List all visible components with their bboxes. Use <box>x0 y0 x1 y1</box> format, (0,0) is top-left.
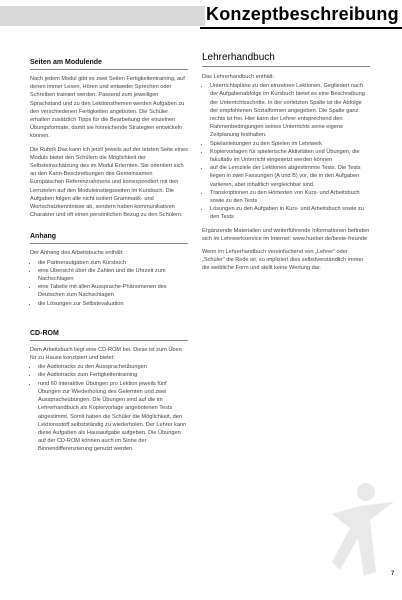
lehrerhandbuch-list <box>202 82 370 221</box>
paragraph: Die Rubrik Das kann ich jetzt! jeweils auf der letzten Seite eines Moduls bietet den Schülern die Möglichkeit der Selbsteinschätzung des im Modul Erlernten. Sie orientiert sich an den Kann-Beschreibungen des Gemeinsamen Europäischen Referenzrahmens und korrespondiert mit den Lernzielen auf den Moduleinstiegsseiten im Kursbuch. Die Aufgaben folgen alle nicht isoliert Grammatik- und Wortschatzkenntnisse ab, sondern haben kommunikativen Charakter und oft einen persönlichen Bezug zu den Schülern. <box>30 146 188 219</box>
cdrom-list <box>30 363 188 453</box>
right-column <box>202 52 370 278</box>
section-heading-cdrom: CD-ROM <box>30 329 59 337</box>
logo-head <box>357 483 375 501</box>
paragraph: Das Lehrerhandbuch enthält: <box>202 74 275 80</box>
header-rule <box>200 27 402 29</box>
header-bar <box>0 0 402 26</box>
list-item: • eine Übersicht über die Zahlen und die Uhrzeit zum Nachschlagen <box>38 267 188 283</box>
logo-body <box>332 502 394 576</box>
dancing-figure-logo <box>330 480 398 580</box>
paragraph: Dem Arbeitsbuch liegt eine CD-ROM bei. Diese ist zum Üben für zu Hause konzipiert und bietet: <box>30 346 182 362</box>
list-item: • die Lösungen zur Selbstevaluation <box>38 300 188 308</box>
list-item: • auf die Lernziele der Lektionen abgestimmte Tests. Die Tests liegen in zwei Fassungen (A und B) vor, die in den Aufgaben variieren, aber inhaltlich vergleichbar sind. <box>210 164 370 189</box>
divider <box>30 69 188 70</box>
left-column <box>30 58 188 459</box>
anhang-list <box>30 259 188 308</box>
list-item: • rund 60 interaktive Übungen pro Lektion jeweils fünf Übungen zur Wiederholung des Gelernten und zwei Ausspracheübungen. Die Übungen sind auf die im Lehrerhandbuch als Kopiervorlage angebotenen Tests abgestimmt. Somit haben die Schüler die Möglichkeit, den Lektionsstoff selbstständig zu wiederholen. Der Lehrer kann diese Aufgaben als Hausaufgabe aufgeben. Die Übungen auf der CD-ROM können auch im Sinne der Binnendifferenzierung genutzt werden. <box>38 380 188 454</box>
section-heading-modulende: Seiten am Modulende <box>30 59 102 66</box>
divider <box>30 340 188 341</box>
page-title: Konzeptbeschreibung <box>206 4 399 24</box>
divider <box>202 66 370 67</box>
paragraph: Nach jedem Modul gibt es zwei Seiten Fertigkeitentraining, auf denen immer Lesen, Hören und entweder Sprechen oder Schreiben trainiert werden. Passend zum jeweiligen Sprachstand und zu den Lektionsthemen werden Aufgaben zu den verschiedenen Fertigkeiten angeboten. Die Schüler erhalten zusätzlich Tipps für die Bearbeitung der einzelnen Übungsformate, damit sie hinreichende Strategien entwickeln können. <box>30 76 185 140</box>
list-item: • Kopiervorlagen für spielerische Aktivitäten und Übungen, die fakultativ im Unterricht eingesetzt werden können <box>210 148 370 164</box>
section-heading-anhang: Anhang <box>30 233 57 241</box>
header-grey-band <box>0 6 205 26</box>
list-item: • die Audiotracks zu den Ausspracheübungen <box>38 363 188 371</box>
page-number: 7 <box>391 571 395 577</box>
list-item: • die Partnerautgaben zum Kursbuch <box>38 259 188 267</box>
divider <box>30 243 188 244</box>
list-item: • Lösungen zu den Aufgaben in Kurs- und Arbeitsbuch sowie zu den Tests <box>210 205 370 221</box>
list-item: • eine Tabelle mit allen Aussprache-Phänomenen des Deutschen zum Nachschlagen <box>38 283 188 299</box>
list-item: • Spielanleitungen zu den Spielen im Lehrwerk <box>210 140 370 148</box>
list-item: • Transkriptionen zu den Hörtexten von Kurs- und Arbeitsbuch sowie zu den Tests <box>210 189 370 205</box>
paragraph: Wenn im Lehrerhandbuch vereinfachend von „Lehrer“ oder „Schüler“ die Rede ist, so impliziert dies selbstverständlich immer die weibliche Form und stellt keine Wertung dar. <box>202 249 364 272</box>
section-heading-lehrerhandbuch: Lehrerhandbuch <box>202 52 275 63</box>
list-item: • die Audiotracks zum Fertigkeitentraining <box>38 371 188 379</box>
paragraph: Ergänzende Materialien und weiterführende Informationen befinden sich im Lehrwerkservice im Internet: www.hueber.de/beste-freunde <box>202 227 370 242</box>
list-item: • Unterrichtspläne zu den einzelnen Lektionen. Gegliedert nach der Aufgabenabfolge im Kursbuch bietet es eine Beschreibung der Unterrichtsschritte. In der vorletzten Spalte ist die Abfolge der empfohlenen Sozialformen angegeben. Die Spalte ganz rechts ist frei. Hier kann der Lehrer entsprechend den Rahmenbedingungen seines Unterrichts seine eigene Zeitplanung festhalten. <box>210 82 370 139</box>
paragraph: Der Anhang des Arbeitsbuchs enthält: <box>30 250 124 257</box>
